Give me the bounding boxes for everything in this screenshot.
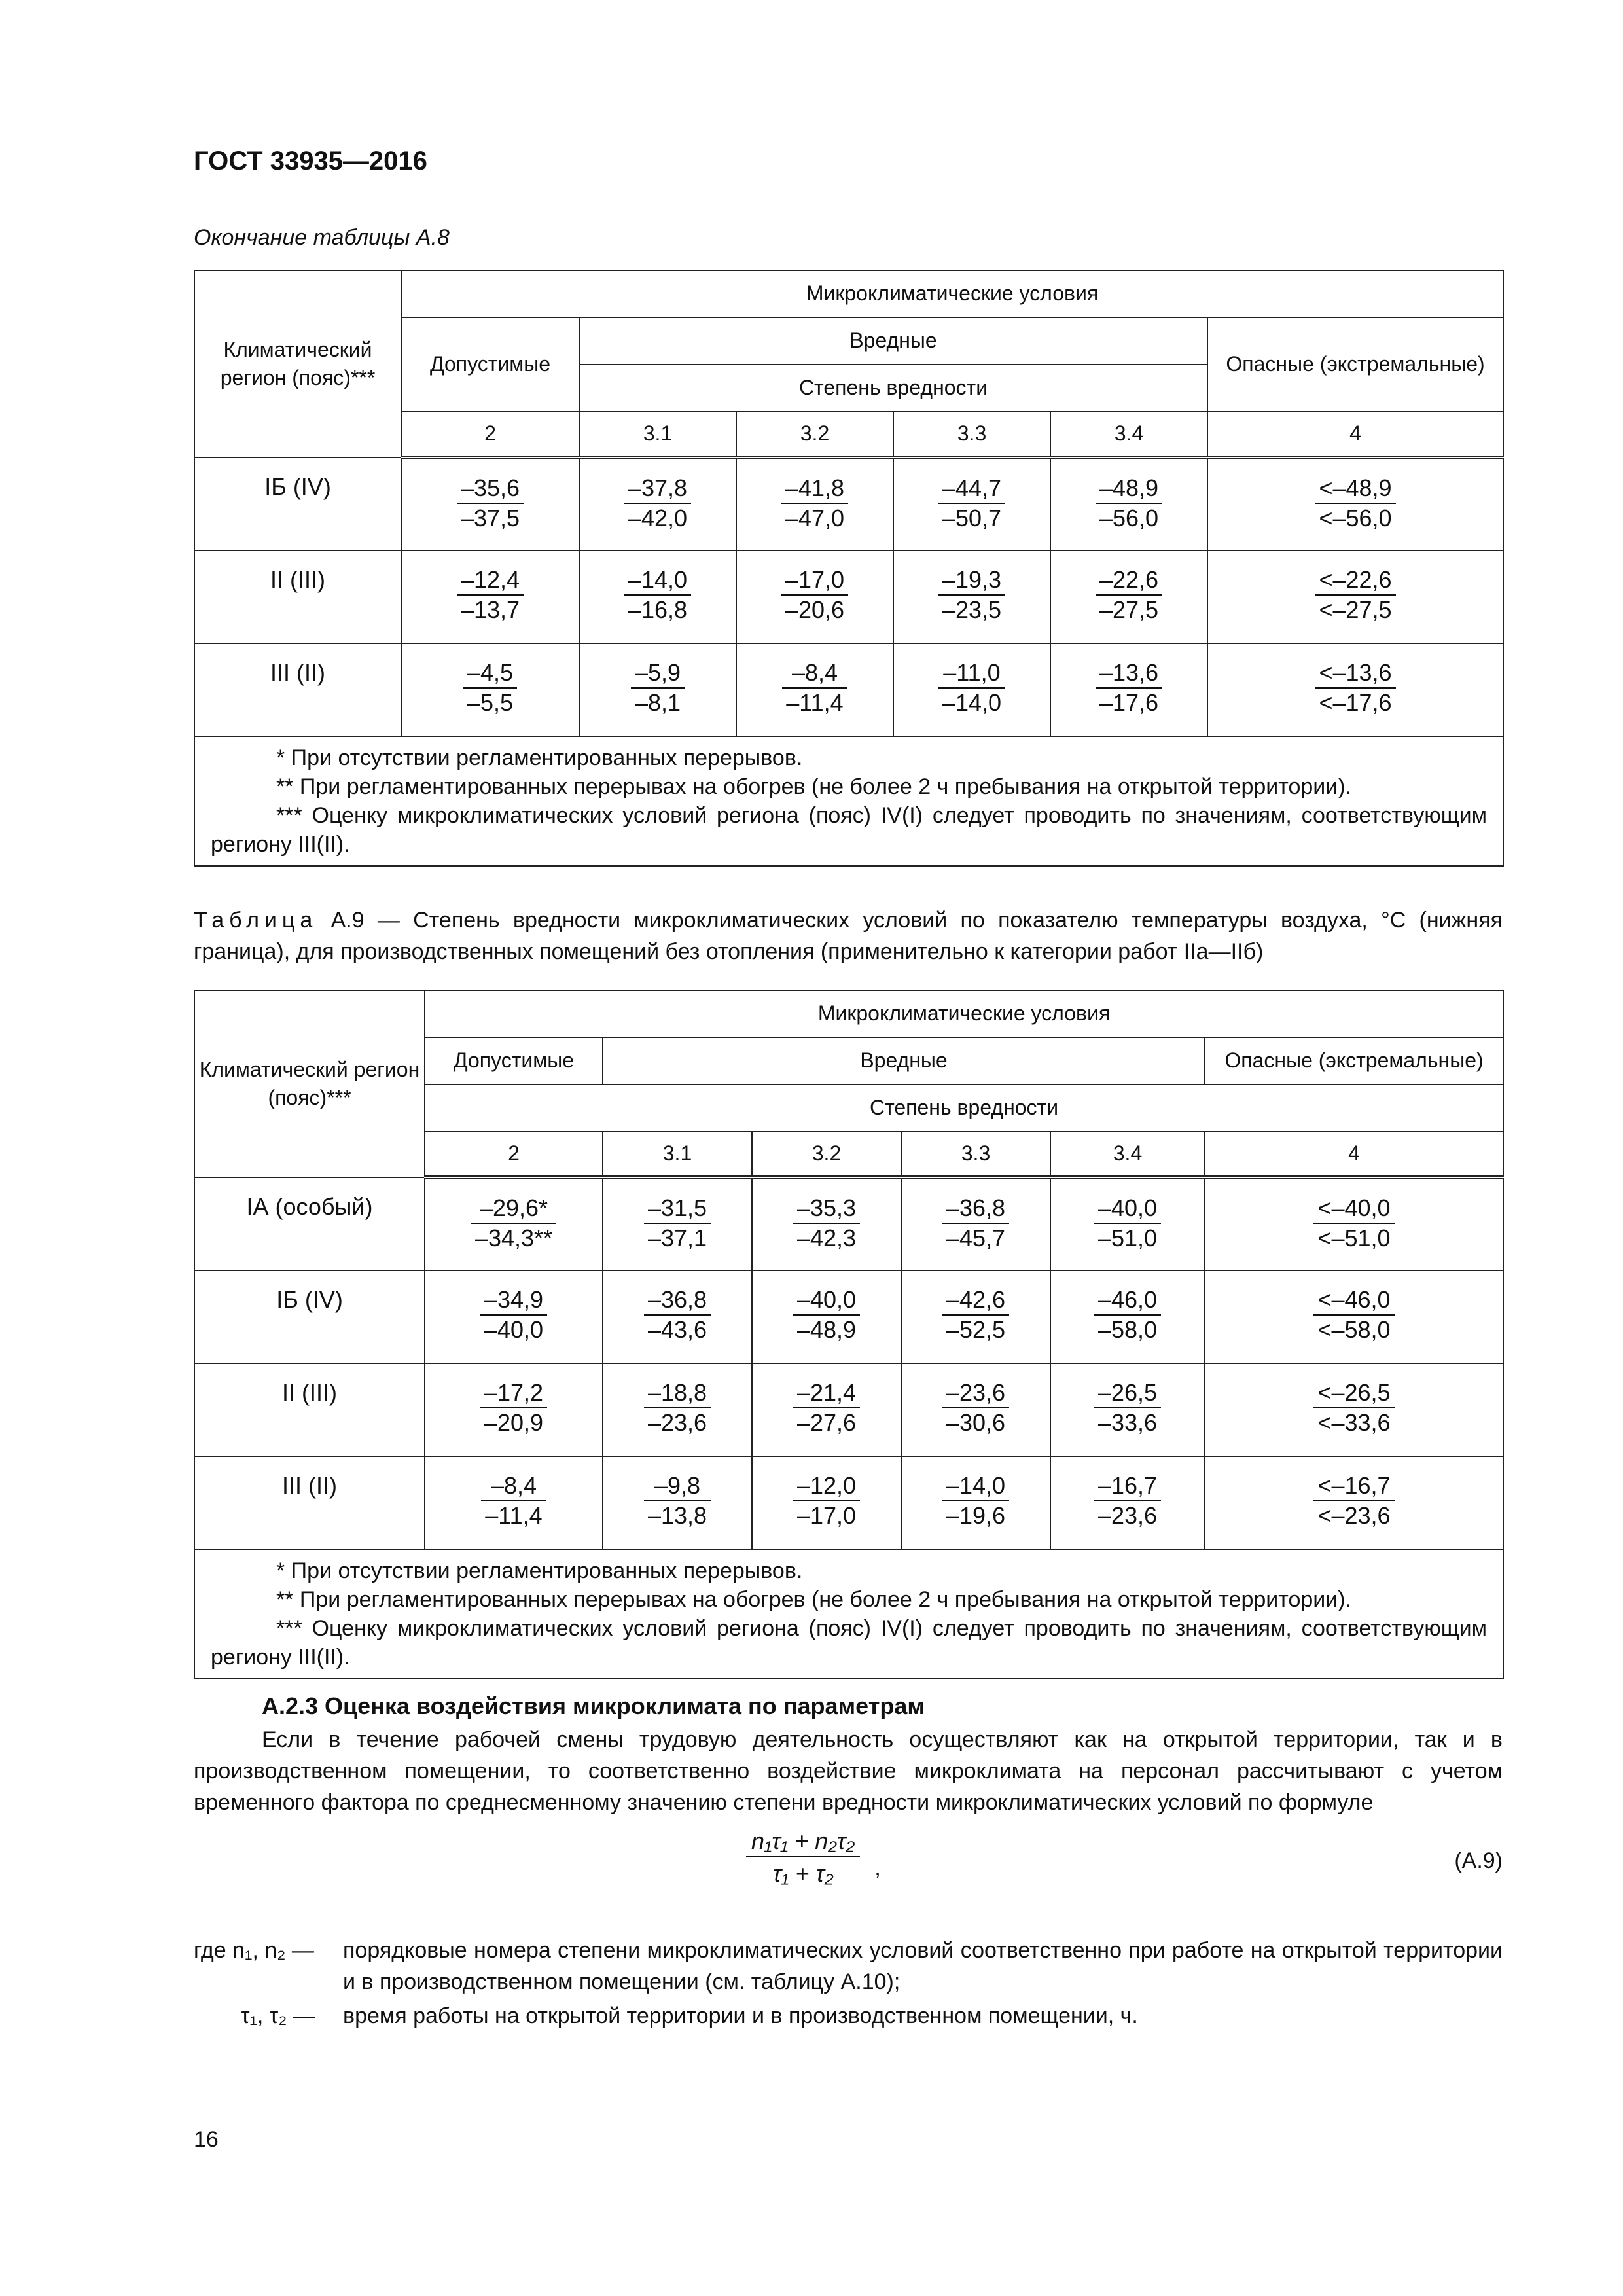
region-cell: IБ (IV)	[194, 1270, 425, 1363]
table-a9-caption	[194, 905, 1503, 967]
value-top: –19,3	[938, 565, 1005, 596]
value-fraction	[644, 1378, 711, 1437]
table-row	[194, 1270, 1503, 1363]
value-cell	[579, 643, 736, 736]
value-top: –11,0	[938, 658, 1005, 689]
value-fraction	[471, 1194, 556, 1253]
value-bottom: –48,9	[796, 1316, 857, 1343]
value-cell	[401, 643, 579, 736]
value-cell	[603, 1456, 752, 1549]
value-top: –14,0	[624, 565, 691, 596]
value-cell	[901, 1177, 1050, 1270]
value-top: –8,4	[481, 1471, 546, 1501]
column-number: 3.3	[893, 412, 1050, 457]
where-symbol: τ₁, τ₂ —	[241, 2003, 315, 2028]
value-cell	[1207, 550, 1503, 643]
table-a9	[194, 990, 1504, 1679]
value-fraction	[1315, 658, 1395, 717]
formula-number: (А.9)	[1454, 1848, 1503, 1873]
value-top: –44,7	[938, 474, 1005, 504]
value-cell	[1207, 643, 1503, 736]
value-top: –36,8	[942, 1194, 1009, 1224]
table-row	[194, 457, 1503, 550]
value-cell	[603, 1177, 752, 1270]
value-cell	[425, 1270, 603, 1363]
column-number: 3.4	[1050, 1132, 1205, 1177]
value-top: –18,8	[644, 1378, 711, 1408]
value-bottom: –17,6	[1099, 689, 1159, 716]
table-a8-caption: Окончание таблицы А.8	[194, 225, 450, 250]
value-bottom: –40,0	[484, 1316, 544, 1343]
value-cell	[1205, 1270, 1503, 1363]
value-fraction	[1094, 1194, 1161, 1253]
value-cell	[901, 1456, 1050, 1549]
region-cell: IА (особый)	[194, 1177, 425, 1270]
value-top: –12,4	[457, 565, 524, 596]
value-bottom: –17,0	[796, 1502, 857, 1529]
column-number: 3.4	[1050, 412, 1207, 457]
column-number: 2	[401, 412, 579, 457]
value-bottom: –52,5	[946, 1316, 1006, 1343]
value-top: –22,6	[1096, 565, 1162, 596]
microclimate-header: Микроклиматические условия	[401, 270, 1503, 317]
value-fraction	[938, 474, 1005, 533]
value-bottom: –11,4	[485, 1502, 543, 1529]
where-description: время работы на открытой территории и в производственном помещении, ч.	[343, 2003, 1138, 2028]
column-number: 3.3	[901, 1132, 1050, 1177]
formula-comma: ,	[874, 1854, 882, 1880]
column-number: 3.1	[603, 1132, 752, 1177]
value-top: –17,0	[781, 565, 848, 596]
value-fraction	[631, 658, 685, 717]
table-row	[194, 1456, 1503, 1549]
value-bottom: –37,5	[460, 505, 520, 531]
value-bottom: <–33,6	[1317, 1409, 1391, 1436]
value-cell	[1205, 1456, 1503, 1549]
value-fraction	[942, 1378, 1009, 1437]
value-fraction	[457, 565, 524, 624]
value-bottom: –42,0	[628, 505, 688, 531]
harmful-header: Вредные	[579, 317, 1207, 365]
value-top: –40,0	[1094, 1194, 1161, 1224]
value-top: <–13,6	[1315, 658, 1395, 689]
column-number: 3.1	[579, 412, 736, 457]
value-fraction	[624, 565, 691, 624]
value-cell	[901, 1270, 1050, 1363]
region-cell: II (III)	[194, 550, 401, 643]
value-bottom: –42,3	[796, 1225, 857, 1251]
value-cell	[752, 1177, 901, 1270]
value-top: –8,4	[782, 658, 847, 689]
value-fraction	[1313, 1378, 1394, 1437]
column-number: 2	[425, 1132, 603, 1177]
region-cell: IБ (IV)	[194, 457, 401, 550]
value-top: –36,8	[644, 1285, 711, 1316]
value-bottom: –16,8	[628, 596, 688, 623]
value-cell	[401, 457, 579, 550]
value-top: –37,8	[624, 474, 691, 504]
value-fraction	[457, 474, 524, 533]
value-bottom: –43,6	[647, 1316, 707, 1343]
value-cell	[425, 1177, 603, 1270]
value-top: –12,0	[793, 1471, 860, 1501]
value-fraction	[1096, 658, 1162, 717]
note-line: ** При регламентированных перерывах на обогрев (не более 2 ч пребывания на открытой территории).	[276, 774, 1352, 799]
note-line: *** Оценку микроклиматических условий региона (пояс) IV(I) следует проводить по значениям, соответствующим региону III(II).	[211, 1616, 1488, 1670]
value-top: –16,7	[1094, 1471, 1161, 1501]
degree-header: Степень вредности	[579, 365, 1207, 412]
value-cell	[736, 643, 893, 736]
where-symbol: где n₁, n₂ —	[194, 1938, 314, 1963]
value-cell	[1050, 1177, 1205, 1270]
value-cell	[736, 550, 893, 643]
note-line: * При отсутствии регламентированных перерывов.	[276, 1558, 803, 1583]
value-top: –46,0	[1094, 1285, 1161, 1316]
value-cell	[1205, 1177, 1503, 1270]
formula	[746, 1827, 860, 1888]
value-fraction	[1313, 1194, 1394, 1253]
value-bottom: –58,0	[1097, 1316, 1158, 1343]
document-standard-header: ГОСТ 33935—2016	[194, 147, 427, 175]
value-fraction	[781, 474, 848, 533]
value-bottom: –13,7	[460, 596, 520, 623]
value-bottom: –5,5	[467, 689, 514, 716]
table-a9-title: А.9 — Степень вредности микроклиматических условий по показателю температуры воздуха, °С (нижняя граница), для производственных помещений без отопления (применительно к категории работ IIа—IIб)	[194, 908, 1503, 964]
value-top: –21,4	[793, 1378, 860, 1408]
value-top: <–26,5	[1313, 1378, 1394, 1408]
column-number: 4	[1205, 1132, 1503, 1177]
value-fraction	[1096, 565, 1162, 624]
value-fraction	[793, 1471, 860, 1530]
region-cell: II (III)	[194, 1363, 425, 1456]
value-bottom: –56,0	[1099, 505, 1159, 531]
value-cell	[752, 1363, 901, 1456]
value-fraction	[942, 1194, 1009, 1253]
value-bottom: <–51,0	[1317, 1225, 1391, 1251]
value-fraction	[942, 1285, 1009, 1344]
table-a8-notes	[194, 736, 1503, 866]
value-top: –5,9	[631, 658, 685, 689]
value-cell	[425, 1363, 603, 1456]
note-line: * При отсутствии регламентированных перерывов.	[276, 745, 803, 770]
formula-numerator: n₁τ₁ + n₂τ₂	[746, 1827, 860, 1857]
where-description: порядковые номера степени микроклиматических условий соответственно при работе на открытой территории и в производственном помещении (см. таблицу А.10);	[343, 1938, 1503, 1994]
value-top: –41,8	[781, 474, 848, 504]
value-top: –17,2	[480, 1378, 547, 1408]
value-fraction	[938, 658, 1005, 717]
value-cell	[893, 550, 1050, 643]
value-fraction	[793, 1378, 860, 1437]
value-cell	[752, 1270, 901, 1363]
column-number: 4	[1207, 412, 1503, 457]
value-cell	[1050, 643, 1207, 736]
section-title: А.2.3 Оценка воздействия микроклимата по параметрам	[262, 1693, 925, 1719]
value-cell	[736, 457, 893, 550]
value-bottom: –47,0	[785, 505, 845, 531]
value-bottom: <–17,6	[1319, 689, 1392, 716]
value-bottom: –23,6	[647, 1409, 707, 1436]
allowed-header: Допустимые	[401, 317, 579, 412]
column-number: 3.2	[752, 1132, 901, 1177]
value-cell	[1050, 1456, 1205, 1549]
value-bottom: <–56,0	[1319, 505, 1392, 531]
value-cell	[1050, 1270, 1205, 1363]
value-fraction	[624, 474, 691, 533]
note-line: *** Оценку микроклиматических условий региона (пояс) IV(I) следует проводить по значениям, соответствующим региону III(II).	[211, 803, 1488, 857]
value-fraction	[1094, 1471, 1161, 1530]
value-bottom: –34,3**	[474, 1225, 553, 1251]
value-fraction	[1094, 1285, 1161, 1344]
value-fraction	[644, 1285, 711, 1344]
column-number: 3.2	[736, 412, 893, 457]
page-number: 16	[194, 2127, 219, 2152]
value-cell	[425, 1456, 603, 1549]
value-cell	[579, 457, 736, 550]
value-fraction	[481, 1471, 546, 1530]
value-fraction	[1094, 1378, 1161, 1437]
value-cell	[901, 1363, 1050, 1456]
value-top: –48,9	[1096, 474, 1162, 504]
value-bottom: –37,1	[647, 1225, 707, 1251]
value-top: –40,0	[793, 1285, 860, 1316]
value-top: –35,6	[457, 474, 524, 504]
value-fraction	[1313, 1285, 1394, 1344]
value-top: –29,6*	[471, 1194, 556, 1224]
value-bottom: –33,6	[1097, 1409, 1158, 1436]
region-column-header: Климатический регион (пояс)***	[194, 270, 401, 457]
value-top: <–22,6	[1315, 565, 1395, 596]
value-cell	[579, 550, 736, 643]
value-top: –13,6	[1096, 658, 1162, 689]
value-cell	[1050, 550, 1207, 643]
value-bottom: –14,0	[942, 689, 1002, 716]
value-top: <–46,0	[1313, 1285, 1394, 1316]
region-cell: III (II)	[194, 643, 401, 736]
value-cell	[603, 1270, 752, 1363]
value-bottom: –23,6	[1097, 1502, 1158, 1529]
value-fraction	[1313, 1471, 1394, 1530]
table-row	[194, 1177, 1503, 1270]
value-bottom: –8,1	[634, 689, 681, 716]
value-top: <–40,0	[1313, 1194, 1394, 1224]
value-fraction	[644, 1471, 711, 1530]
dangerous-header: Опасные (экстремальные)	[1205, 1037, 1503, 1085]
formula-denominator: τ₁ + τ₂	[772, 1860, 834, 1887]
table-row	[194, 1363, 1503, 1456]
value-fraction	[1315, 565, 1395, 624]
value-cell	[603, 1363, 752, 1456]
value-bottom: –27,5	[1099, 596, 1159, 623]
value-cell	[401, 550, 579, 643]
harmful-header: Вредные	[603, 1037, 1205, 1085]
value-fraction	[793, 1194, 860, 1253]
value-fraction	[1315, 474, 1395, 533]
value-top: –9,8	[644, 1471, 711, 1501]
value-fraction	[463, 658, 517, 717]
value-fraction	[480, 1285, 547, 1344]
value-fraction	[1096, 474, 1162, 533]
value-fraction	[644, 1194, 711, 1253]
value-bottom: –45,7	[946, 1225, 1006, 1251]
value-bottom: <–23,6	[1317, 1502, 1391, 1529]
value-top: –14,0	[942, 1471, 1009, 1501]
value-bottom: –19,6	[946, 1502, 1006, 1529]
value-cell	[1205, 1363, 1503, 1456]
table-a8	[194, 270, 1504, 867]
region-column-header: Климатический регион (пояс)***	[194, 990, 425, 1177]
value-bottom: –50,7	[942, 505, 1002, 531]
value-fraction	[782, 658, 847, 717]
value-bottom: <–58,0	[1317, 1316, 1391, 1343]
dangerous-header: Опасные (экстремальные)	[1207, 317, 1503, 412]
value-top: –4,5	[463, 658, 517, 689]
value-fraction	[793, 1285, 860, 1344]
value-cell	[893, 643, 1050, 736]
value-top: –26,5	[1094, 1378, 1161, 1408]
value-bottom: –20,9	[484, 1409, 544, 1436]
microclimate-header: Микроклиматические условия	[425, 990, 1503, 1037]
region-cell: III (II)	[194, 1456, 425, 1549]
value-top: –35,3	[793, 1194, 860, 1224]
value-cell	[1207, 457, 1503, 550]
value-top: –31,5	[644, 1194, 711, 1224]
value-bottom: <–27,5	[1319, 596, 1392, 623]
value-cell	[893, 457, 1050, 550]
value-bottom: –27,6	[796, 1409, 857, 1436]
table-row	[194, 550, 1503, 643]
value-top: <–48,9	[1315, 474, 1395, 504]
value-top: –42,6	[942, 1285, 1009, 1316]
value-top: <–16,7	[1313, 1471, 1394, 1501]
value-bottom: –30,6	[946, 1409, 1006, 1436]
value-bottom: –20,6	[785, 596, 845, 623]
value-fraction	[781, 565, 848, 624]
value-bottom: –11,4	[786, 689, 844, 716]
note-line: ** При регламентированных перерывах на обогрев (не более 2 ч пребывания на открытой территории).	[276, 1587, 1352, 1612]
value-top: –34,9	[480, 1285, 547, 1316]
value-bottom: –13,8	[647, 1502, 707, 1529]
table-label: Таблица	[194, 908, 318, 933]
value-fraction	[938, 565, 1005, 624]
value-bottom: –23,5	[942, 596, 1002, 623]
value-cell	[752, 1456, 901, 1549]
value-cell	[1050, 1363, 1205, 1456]
value-cell	[1050, 457, 1207, 550]
allowed-header: Допустимые	[425, 1037, 603, 1085]
value-bottom: –51,0	[1097, 1225, 1158, 1251]
section-paragraph: Если в течение рабочей смены трудовую деятельность осуществляют как на открытой территории, так и в производственном помещении, то соответственно воздействие микроклимата на персонал рассчитывают с учетом временного фактора по среднесменному значению степени вредности микроклиматических условий по формуле	[194, 1727, 1503, 1815]
table-a9-notes	[194, 1549, 1503, 1679]
degree-header: Степень вредности	[425, 1085, 1503, 1132]
value-top: –23,6	[942, 1378, 1009, 1408]
value-fraction	[942, 1471, 1009, 1530]
value-fraction	[480, 1378, 547, 1437]
table-row	[194, 643, 1503, 736]
